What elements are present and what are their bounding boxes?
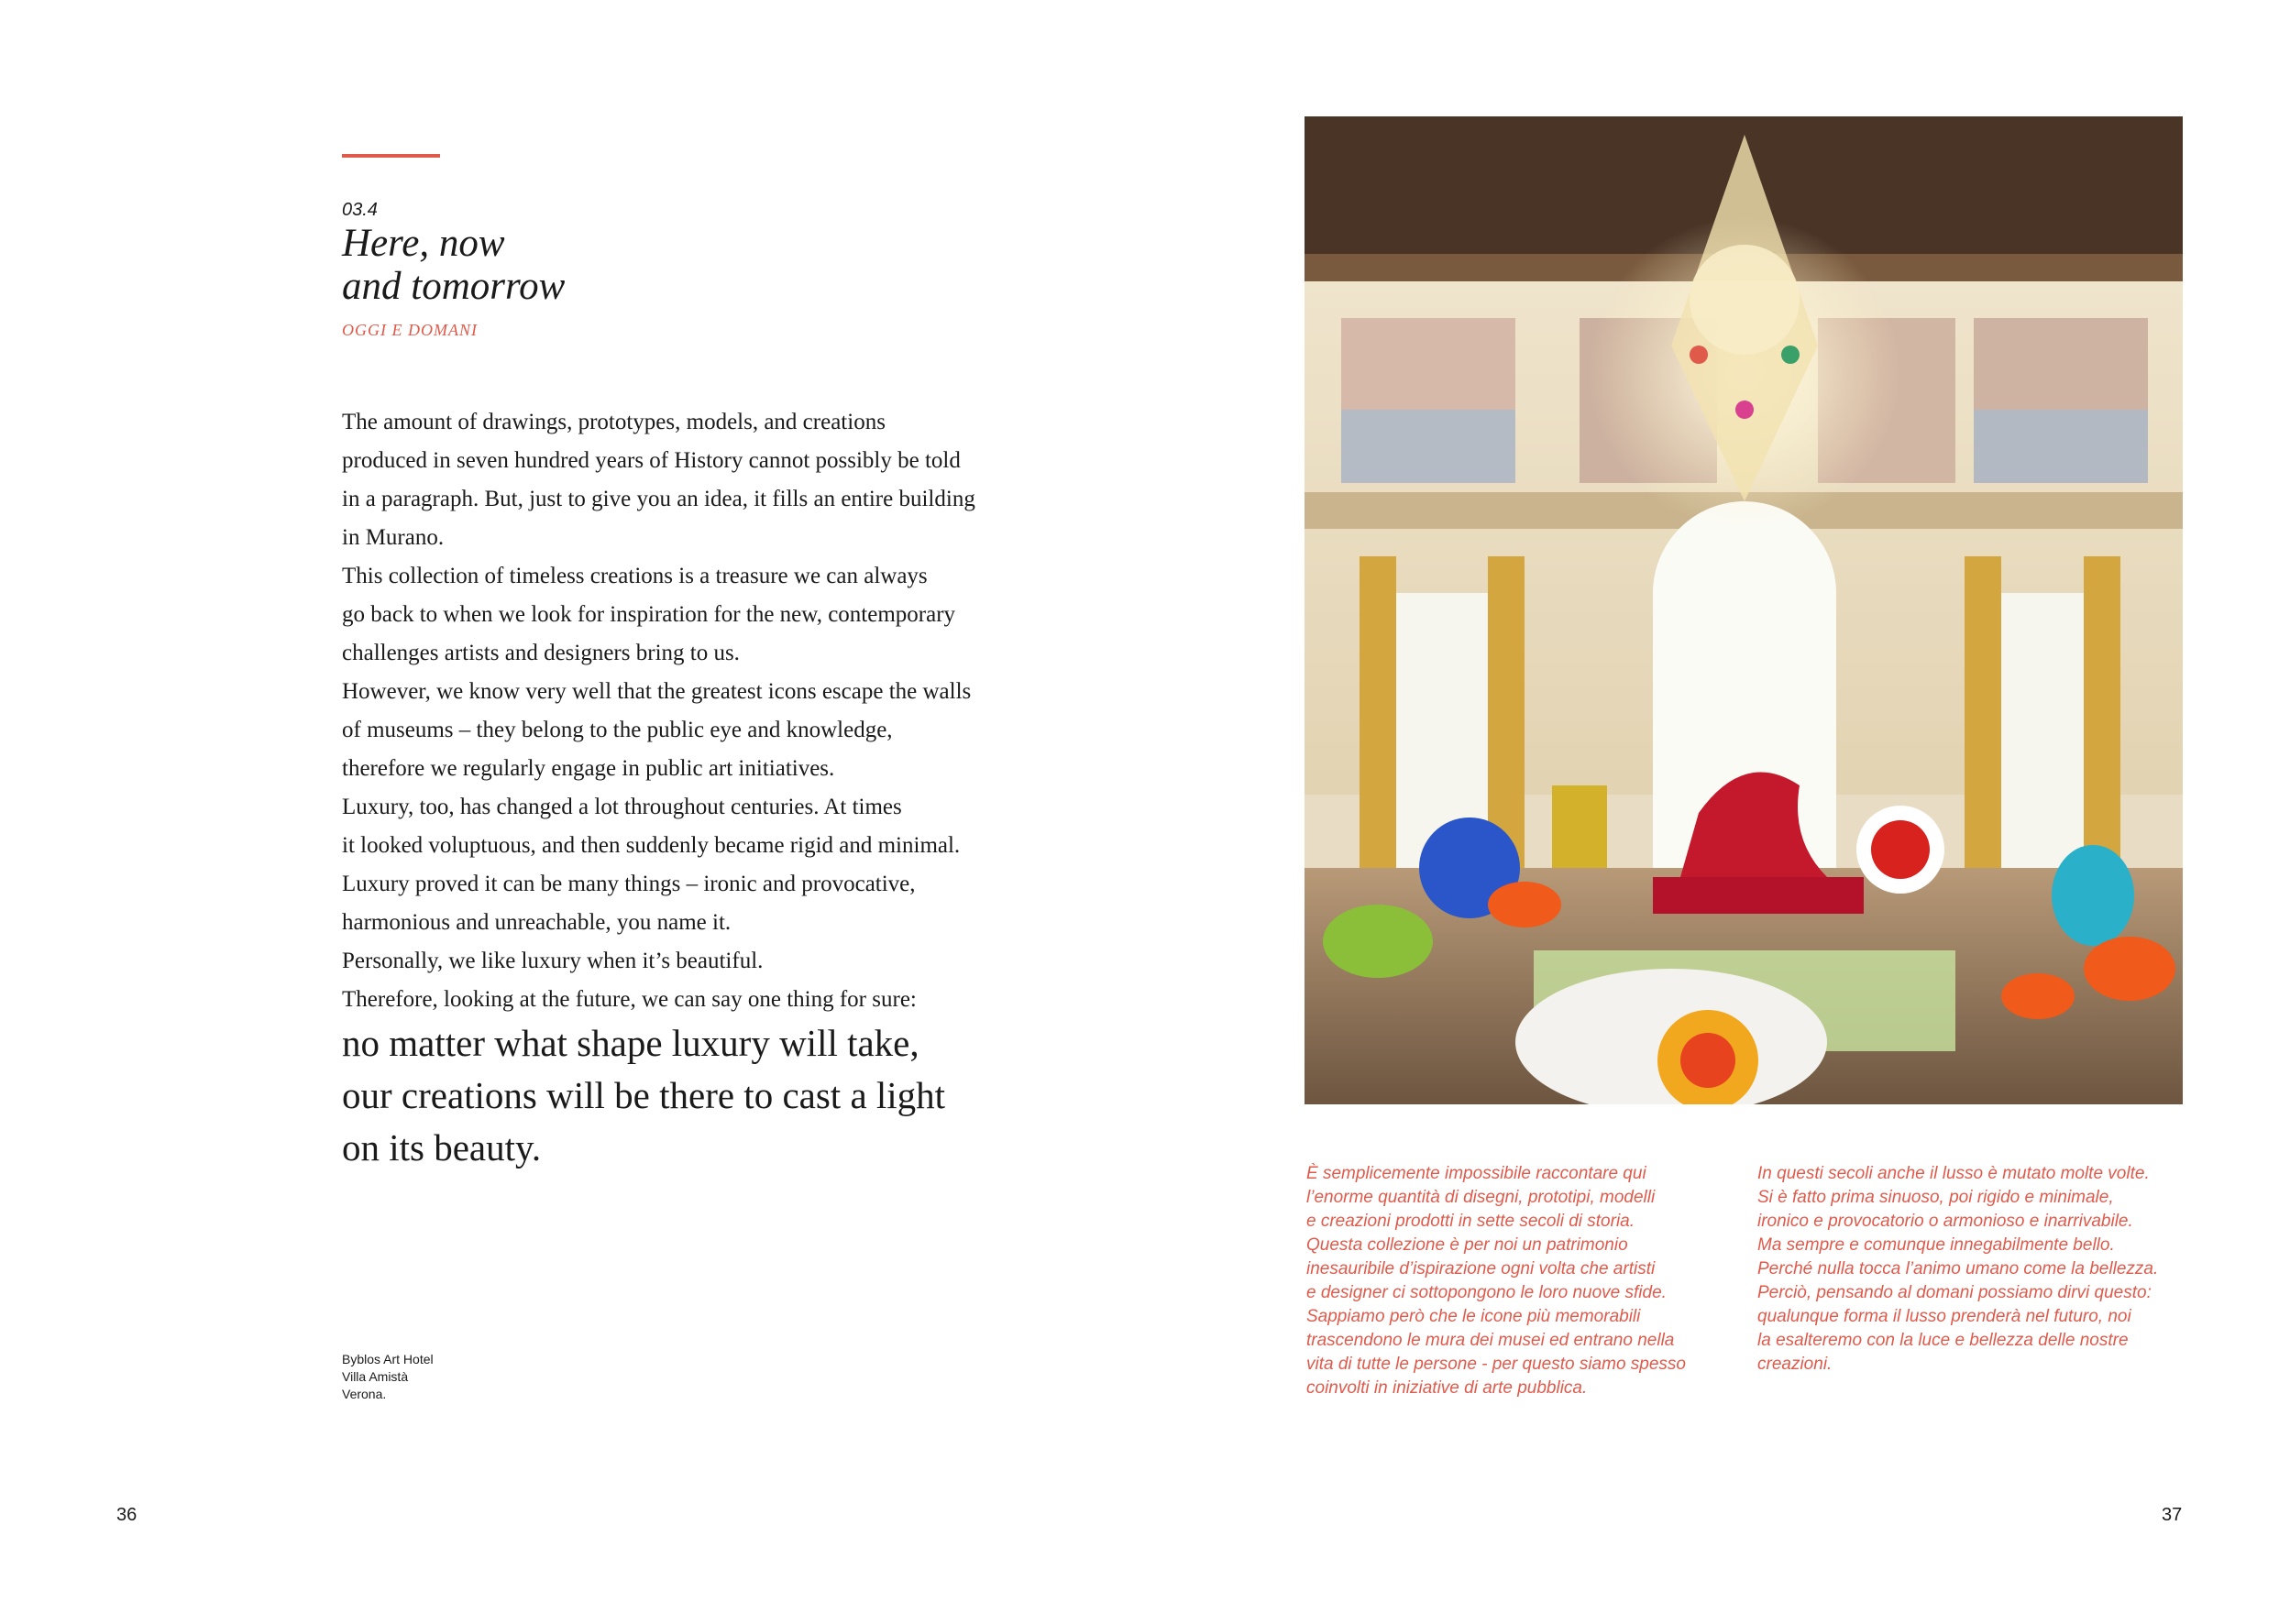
title-line-1: Here, now [342,222,505,265]
body-line: in Murano. [342,525,445,550]
hotel-interior-photo [1305,116,2183,1104]
quote-line: on its beauty. [342,1126,542,1169]
caption-line: Verona. [342,1387,387,1401]
italian-line: ironico e provocatorio o armonioso e inarrivabile. [1757,1212,2133,1231]
italian-line: trascendono le mura dei musei ed entrano nella [1306,1331,1675,1350]
italian-line: Sappiamo però che le icone più memorabili [1306,1307,1641,1326]
italian-line: Ma sempre e comunque innegabilmente bello. [1757,1235,2115,1255]
italian-subtitle: OGGI E DOMANI [342,321,478,339]
body-line: Luxury, too, has changed a lot throughout centuries. At times [342,795,902,819]
italian-line: e creazioni prodotti in sette secoli di storia. [1306,1212,1635,1231]
italian-line: qualunque forma il lusso prenderà nel futuro, noi [1757,1307,2131,1326]
chandelier-hall-icon [1305,116,2183,1104]
italian-line: vita di tutte le persone - per questo siamo spesso [1306,1355,1687,1374]
italian-line: Perciò, pensando al domani possiamo dirvi questo: [1757,1283,2152,1302]
italian-line: Perché nulla tocca l’animo umano come la bellezza. [1757,1259,2159,1278]
body-line: go back to when we look for inspiration for the new, contemporary [342,602,956,627]
accent-rule [342,154,440,158]
italian-line: creazioni. [1757,1355,1833,1374]
body-line: in a paragraph. But, just to give you an idea, it fills an entire building [342,487,975,511]
photo-caption [342,1351,434,1403]
page-title [342,222,892,308]
body-line: harmonious and unreachable, you name it. [342,910,732,935]
page-number-right: 37 [2162,1505,2183,1525]
body-line: The amount of drawings, prototypes, models, and creations [342,410,886,434]
body-line: This collection of timeless creations is a treasure we can always [342,564,928,588]
italian-line: l’enorme quantità di disegni, prototipi, modelli [1306,1188,1656,1207]
title-line-2: and tomorrow [342,265,566,308]
body-line: Luxury proved it can be many things – ironic and provocative, [342,872,916,896]
body-line: Therefore, looking at the future, we can say one thing for sure: [342,987,917,1012]
quote-line: our creations will be there to cast a light [342,1074,946,1116]
caption-line: Byblos Art Hotel [342,1352,434,1366]
italian-line: e designer ci sottopongono le loro nuove sfide. [1306,1283,1667,1302]
italian-line: la esalteremo con la luce e bellezza delle nostre [1757,1331,2129,1350]
body-line: it looked voluptuous, and then suddenly became rigid and minimal. [342,833,961,858]
body-line: therefore we regularly engage in public art initiatives. [342,756,835,781]
italian-line: In questi secoli anche il lusso è mutato molte volte. [1757,1164,2150,1183]
body-line: produced in seven hundred years of History cannot possibly be told [342,448,961,473]
body-line: challenges artists and designers bring to us. [342,641,740,665]
page-number-left: 36 [116,1505,138,1525]
italian-column-1 [1306,1162,1746,1400]
section-number: 03.4 [342,200,378,220]
italian-line: inesauribile d’ispirazione ogni volta che artisti [1306,1259,1656,1278]
italian-line: Questa collezione è per noi un patrimonio [1306,1235,1628,1255]
pull-quote [342,1017,1039,1174]
italian-line: Si è fatto prima sinuoso, poi rigido e minimale, [1757,1188,2114,1207]
body-line: of museums – they belong to the public eye and knowledge, [342,718,893,742]
quote-line: no matter what shape luxury will take, [342,1022,919,1064]
body-line: However, we know very well that the greatest icons escape the walls [342,679,972,704]
italian-line: coinvolti in iniziative di arte pubblica. [1306,1378,1588,1398]
italian-line: È semplicemente impossibile raccontare qui [1306,1164,1646,1183]
body-text [342,403,1039,1019]
body-line: Personally, we like luxury when it’s beautiful. [342,949,764,973]
italian-column-2 [1757,1162,2197,1377]
caption-line: Villa Amistà [342,1369,409,1384]
